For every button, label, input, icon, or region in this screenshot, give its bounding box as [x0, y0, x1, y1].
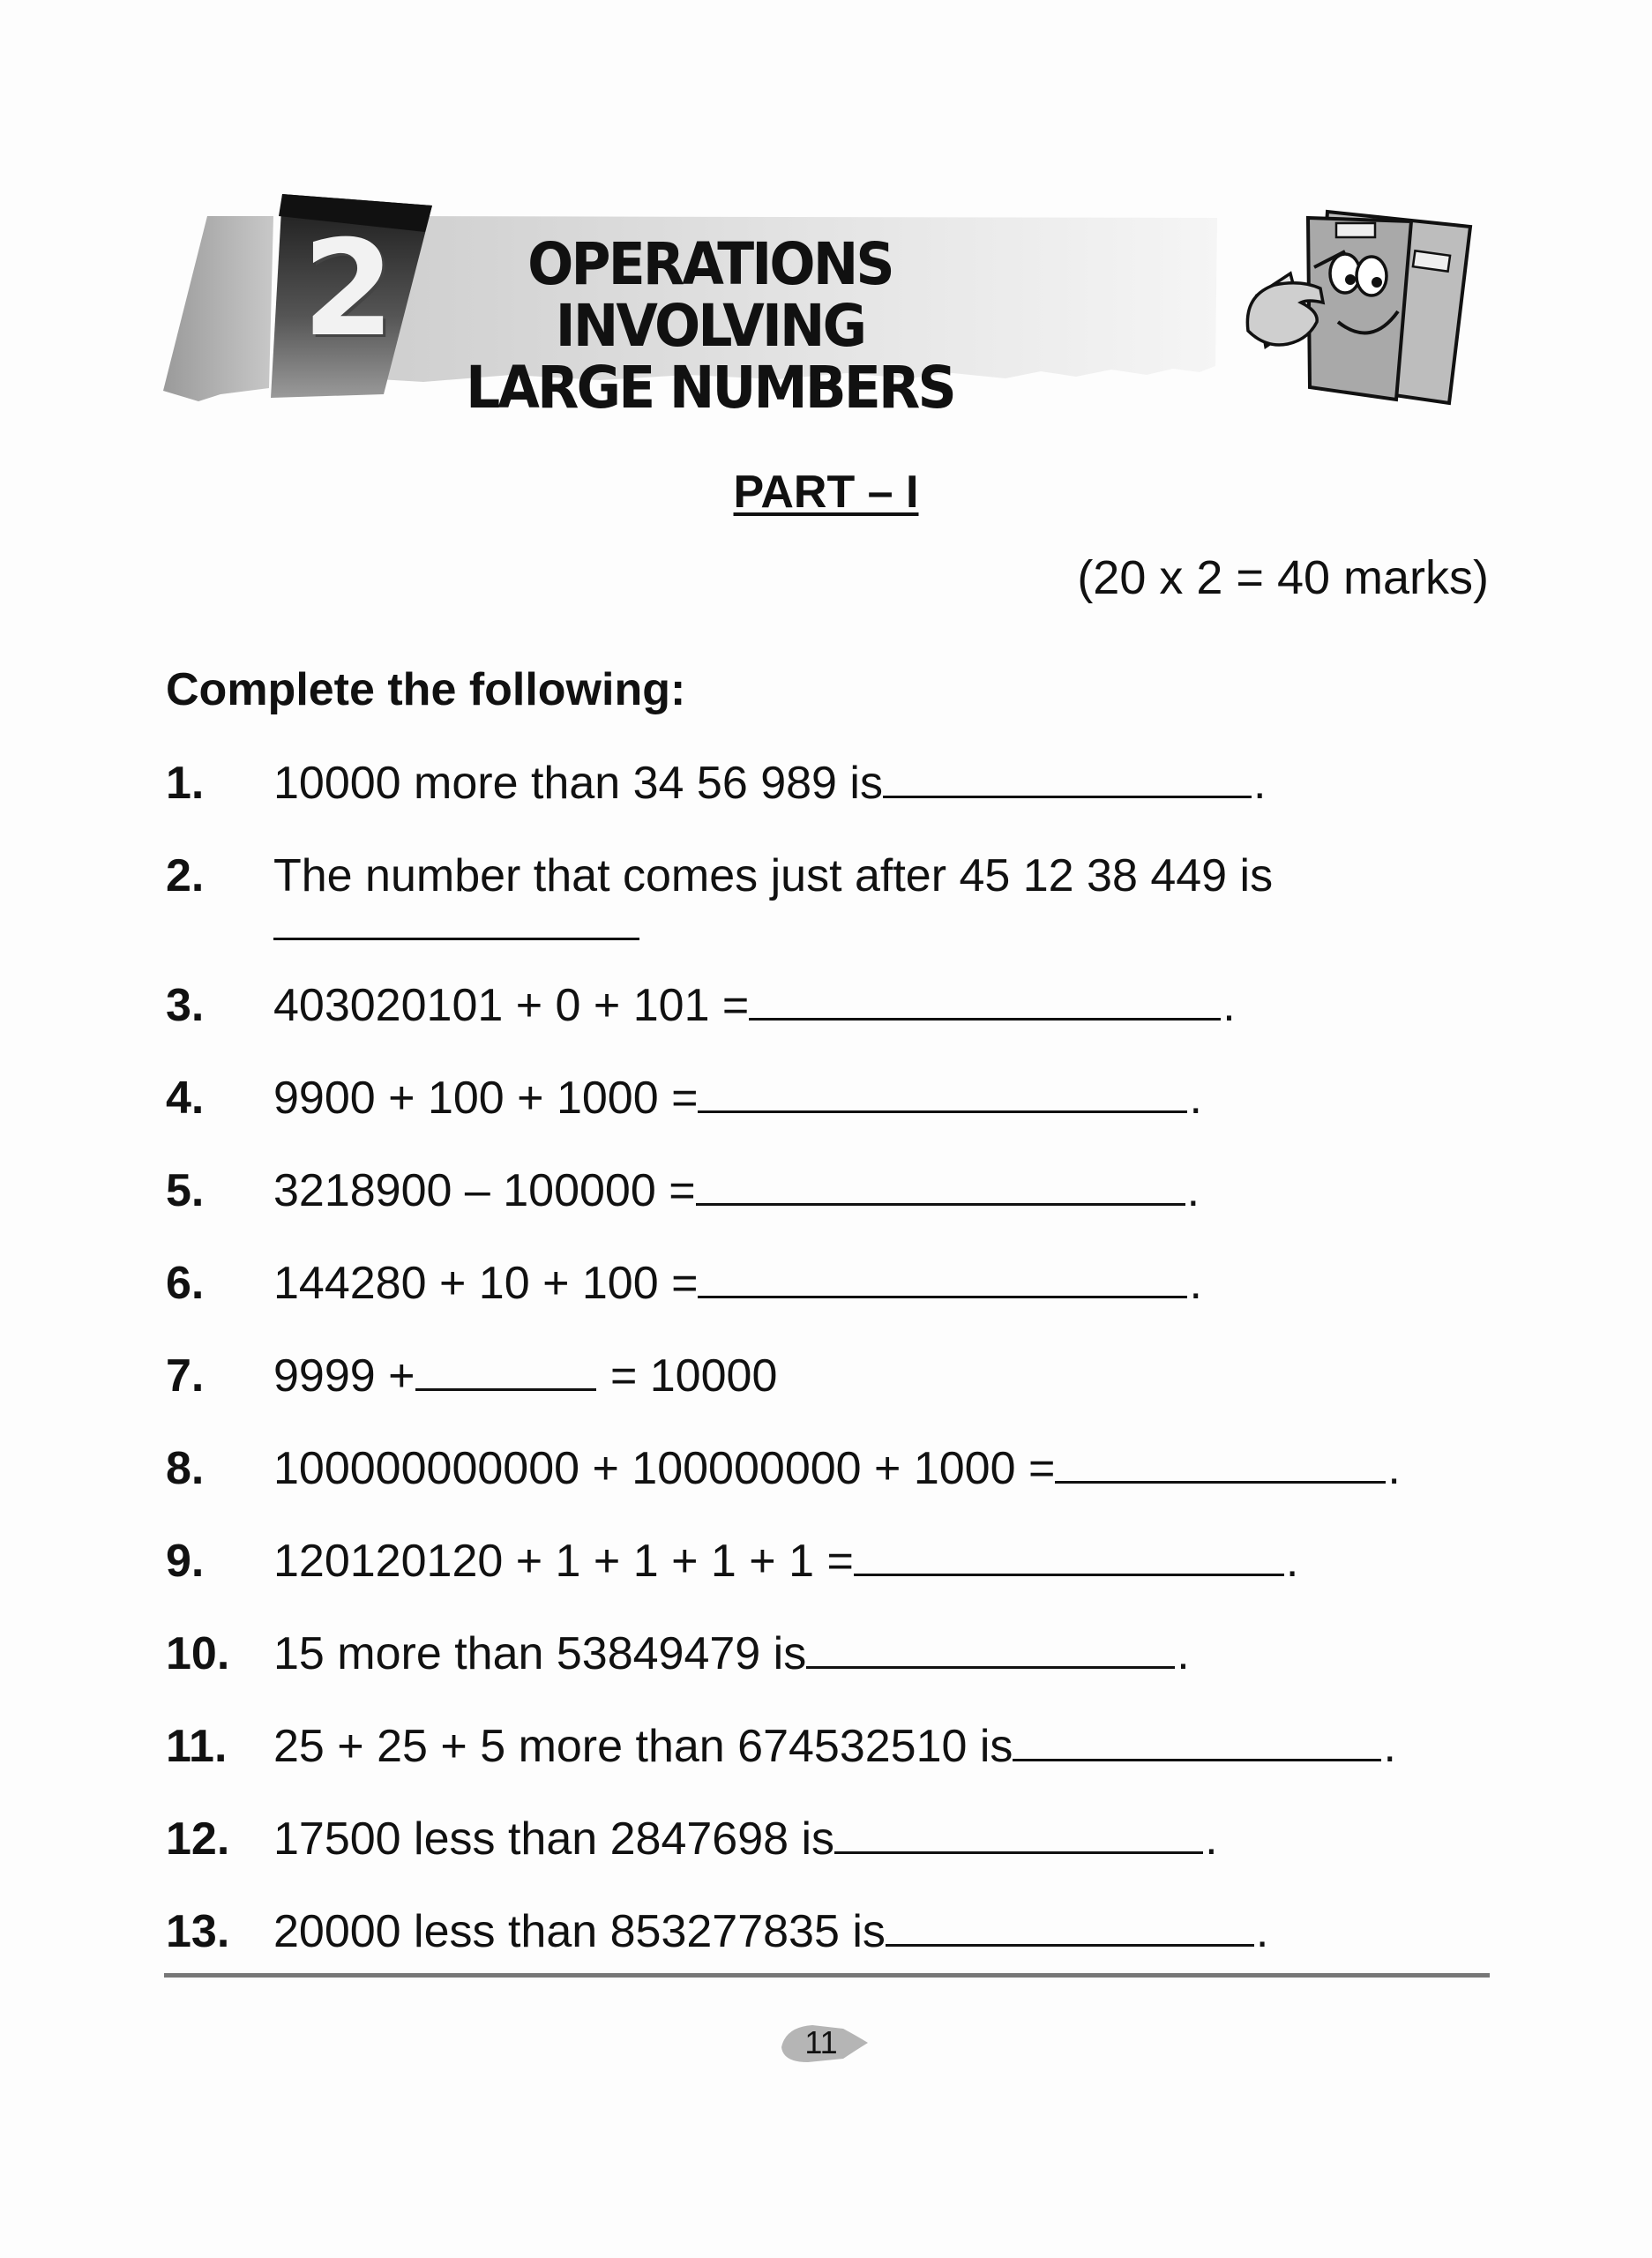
instruction: Complete the following: — [166, 664, 686, 715]
question-text: 9900 + 100 + 1000 = — [273, 1073, 699, 1124]
marks-allocation: (20 x 2 = 40 marks) — [1077, 551, 1489, 604]
page-number-badge — [773, 2016, 870, 2069]
question-suffix: . — [1189, 1258, 1202, 1309]
answer-blank[interactable] — [698, 1072, 1187, 1113]
question-suffix: . — [1189, 1073, 1202, 1124]
answer-blank[interactable] — [806, 1627, 1175, 1669]
question-suffix: . — [1205, 1813, 1218, 1865]
chapter-banner — [159, 190, 1235, 422]
question-suffix: . — [1255, 1906, 1269, 1957]
answer-blank[interactable] — [854, 1535, 1284, 1576]
answer-blank[interactable] — [415, 1350, 596, 1391]
question-text: 10000 more than 34 56 989 is — [273, 758, 883, 809]
question-2 — [166, 849, 1273, 902]
question-text: 9999 + — [273, 1350, 415, 1402]
question-text: 25 + 25 + 5 more than 674532510 is — [273, 1721, 1013, 1772]
question-1 — [166, 757, 1266, 810]
question-text: 17500 less than 2847698 is — [273, 1813, 835, 1865]
question-text: 20000 less than 853277835 is — [273, 1906, 886, 1957]
question-5 — [166, 1164, 1200, 1217]
question-12 — [166, 1813, 1218, 1865]
question-number: 11. — [166, 1721, 228, 1772]
chapter-title-line2: LARGE NUMBERS — [466, 354, 954, 422]
part-heading: PART – I — [733, 467, 919, 518]
footer-divider — [164, 1973, 1490, 1978]
answer-blank[interactable] — [834, 1813, 1203, 1854]
question-text: 15 more than 53849479 is — [273, 1628, 807, 1679]
question-3 — [166, 979, 1236, 1032]
question-number: 8. — [166, 1443, 205, 1494]
question-9 — [166, 1535, 1298, 1588]
question-suffix: . — [1387, 1443, 1401, 1494]
question-number: 2. — [166, 850, 205, 901]
answer-blank[interactable] — [749, 979, 1221, 1021]
question-4 — [166, 1072, 1202, 1125]
question-6 — [166, 1257, 1202, 1310]
question-suffix: . — [1222, 980, 1236, 1031]
question-suffix: . — [1285, 1536, 1299, 1587]
question-suffix: = 10000 — [597, 1350, 778, 1402]
answer-blank[interactable] — [698, 1257, 1187, 1298]
question-number: 6. — [166, 1258, 205, 1309]
answer-blank[interactable] — [883, 757, 1252, 798]
chapter-title-line1: OPERATIONS INVOLVING — [527, 230, 893, 360]
question-8 — [166, 1442, 1401, 1495]
question-suffix: . — [1186, 1165, 1200, 1216]
answer-blank[interactable] — [273, 938, 639, 940]
question-7 — [166, 1350, 777, 1402]
question-number: 4. — [166, 1073, 205, 1124]
question-10 — [166, 1627, 1190, 1680]
question-text: The number that comes just after 45 12 38 449 is — [273, 850, 1274, 901]
answer-blank[interactable] — [1055, 1442, 1386, 1484]
question-text: 120120120 + 1 + 1 + 1 + 1 = — [273, 1536, 854, 1587]
question-number: 9. — [166, 1536, 205, 1587]
answer-blank[interactable] — [886, 1905, 1254, 1947]
book-mascot-illustration — [1239, 198, 1486, 410]
answer-blank[interactable] — [696, 1164, 1185, 1206]
question-number: 12. — [166, 1813, 230, 1865]
page-number: 11 — [804, 2024, 838, 2060]
question-13 — [166, 1905, 1268, 1958]
answer-blank[interactable] — [1013, 1720, 1381, 1761]
question-number: 10. — [166, 1628, 230, 1679]
question-11 — [166, 1720, 1396, 1773]
question-text: 100000000000 + 100000000 + 1000 = — [273, 1443, 1056, 1494]
question-suffix: . — [1383, 1721, 1396, 1772]
question-number: 1. — [166, 758, 205, 809]
question-text: 403020101 + 0 + 101 = — [273, 980, 750, 1031]
question-text: 3218900 – 100000 = — [273, 1165, 696, 1216]
question-number: 7. — [166, 1350, 205, 1402]
question-number: 3. — [166, 980, 205, 1031]
chapter-title — [444, 230, 977, 422]
question-suffix: . — [1177, 1628, 1190, 1679]
question-number: 13. — [166, 1906, 230, 1957]
question-number: 5. — [166, 1165, 205, 1216]
question-text: 144280 + 10 + 100 = — [273, 1258, 699, 1309]
question-suffix: . — [1252, 758, 1267, 809]
chapter-number: 2 — [302, 213, 395, 366]
